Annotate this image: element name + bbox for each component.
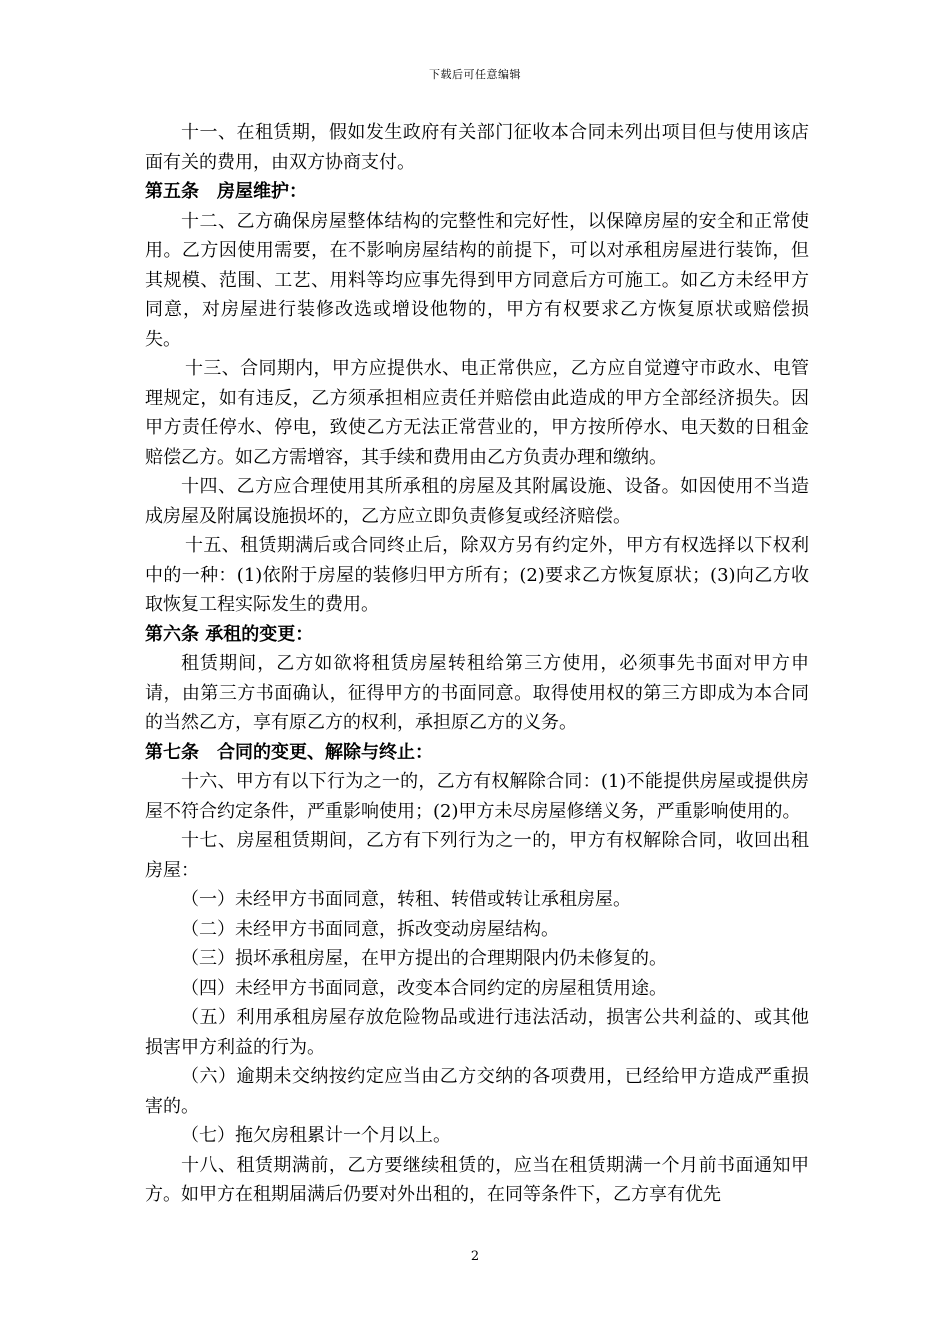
page-number: 2 <box>470 1249 480 1264</box>
clause-18: 十八、租赁期满前，乙方要继续租赁的，应当在租赁期满一个月前书面通知甲方。如甲方在租期届满后仍要对外出租的，在同等条件下，乙方享有优先 <box>145 1154 809 1205</box>
list-item-5: （五）利用承租房屋存放危险物品或进行违法活动，损害公共利益的、或其他损害甲方利益的行为。 <box>145 1007 809 1058</box>
clause-17: 十七、房屋租赁期间，乙方有下列行为之一的，甲方有权解除合同，收回出租房屋： <box>145 830 809 881</box>
page-header: 下载后可任意编辑 <box>429 68 521 81</box>
list-item-1: （一）未经甲方书面同意，转租、转借或转让承租房屋。 <box>181 889 631 910</box>
sublease-paragraph: 租赁期间，乙方如欲将租赁房屋转租给第三方使用，必须事先书面对甲方申请，由第三方书面确认，征得甲方的书面同意。取得使用权的第三方即成为本合同的当然乙方，享有原乙方的权利，承担原乙方的义务。 <box>145 653 809 733</box>
list-item-7: （七）拖欠房租累计一个月以上。 <box>181 1125 451 1146</box>
clause-16: 十六、甲方有以下行为之一的，乙方有权解除合同：(1)不能提供房屋或提供房屋不符合约定条件，严重影响使用；(2)甲方未尽房屋修缮义务，严重影响使用的。 <box>145 771 809 822</box>
section-heading-5: 第五条 房屋维护： <box>145 181 307 202</box>
section-heading-7: 第七条 合同的变更、解除与终止： <box>145 741 433 763</box>
list-item-2: （二）未经甲方书面同意，拆改变动房屋结构。 <box>181 918 559 940</box>
document-body <box>145 118 809 1210</box>
list-item-3: （三）损坏承租房屋，在甲方提出的合理期限内仍未修复的。 <box>181 948 667 969</box>
clause-12: 十二、乙方确保房屋整体结构的完整性和完好性，以保障房屋的安全和正常使用。乙方因使用需要，在不影响房屋结构的前提下，可以对承租房屋进行装饰，但其规模、范围、工艺、用料等均应事先得到甲方同意后方可施工。如乙方未经甲方同意，对房屋进行装修改选或增设他物的，甲方有权要求乙方恢复原状或赔偿损失。 <box>145 210 809 350</box>
section-heading-6: 第六条 承租的变更： <box>145 623 314 645</box>
list-item-6: （六）逾期未交纳按约定应当由乙方交纳的各项费用，已经给甲方造成严重损害的。 <box>145 1066 809 1117</box>
clause-13: 十三、合同期内，甲方应提供水、电正常供应，乙方应自觉遵守市政水、电管理规定，如有违反，乙方须承担相应责任并赔偿由此造成的甲方全部经济损失。因甲方责任停水、停电，致使乙方无法正常营业的，甲方按所停水、电天数的日租金赔偿乙方。如乙方需增容，其手续和费用由乙方负责办理和缴纳。 <box>145 358 809 468</box>
clause-14: 十四、乙方应合理使用其所承租的房屋及其附属设施、设备。如因使用不当造成房屋及附属设施损坏的，乙方应立即负责修复或经济赔偿。 <box>145 476 809 527</box>
clause-15: 十五、租赁期满后或合同终止后，除双方另有约定外，甲方有权选择以下权利中的一种：(1)依附于房屋的装修归甲方所有；(2)要求乙方恢复原状；(3)向乙方收取恢复工程实际发生的费用。 <box>145 535 809 615</box>
clause-11: 十一、在租赁期，假如发生政府有关部门征收本合同未列出项目但与使用该店面有关的费用，由双方协商支付。 <box>145 122 809 173</box>
list-item-4: （四）未经甲方书面同意，改变本合同约定的房屋租赁用途。 <box>181 977 667 999</box>
